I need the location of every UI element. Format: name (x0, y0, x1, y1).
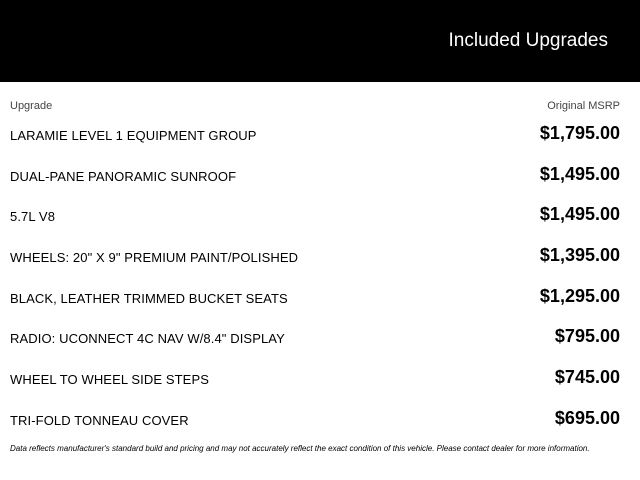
upgrade-row (0, 364, 640, 405)
upgrade-row (0, 283, 640, 324)
upgrade-name: RADIO: UCONNECT 4C NAV W/8.4" DISPLAY (10, 331, 285, 347)
upgrades-list (0, 120, 640, 446)
page-title: Included Upgrades (448, 30, 608, 51)
column-header-upgrade: Upgrade (10, 100, 53, 112)
upgrade-row (0, 201, 640, 242)
upgrade-name: DUAL-PANE PANORAMIC SUNROOF (10, 168, 237, 184)
upgrade-price: $1,395.00 (539, 245, 620, 266)
header-bar (0, 0, 640, 82)
disclaimer-text: Data reflects manufacturer's standard build and pricing and may not accurately reflect the exact condition of this vehicle. Please contact dealer for more information. (10, 444, 590, 453)
upgrade-price: $695.00 (554, 407, 620, 428)
upgrade-price: $795.00 (554, 326, 620, 347)
upgrade-name: WHEELS: 20" X 9" PREMIUM PAINT/POLISHED (10, 250, 299, 266)
upgrade-price: $1,495.00 (539, 163, 620, 184)
upgrade-name: TRI-FOLD TONNEAU COVER (10, 412, 189, 428)
upgrade-price: $1,295.00 (539, 285, 620, 306)
upgrade-name: LARAMIE LEVEL 1 EQUIPMENT GROUP (10, 128, 257, 143)
upgrade-price: $745.00 (554, 367, 620, 388)
upgrade-name: BLACK, LEATHER TRIMMED BUCKET SEATS (10, 290, 288, 306)
upgrade-row (0, 323, 640, 364)
upgrade-row (0, 405, 640, 446)
upgrade-row (0, 242, 640, 283)
upgrade-row (0, 161, 640, 202)
column-headers (0, 96, 640, 120)
column-header-msrp: Original MSRP (547, 100, 620, 112)
upgrade-price: $1,795.00 (539, 123, 620, 143)
upgrade-name: WHEEL TO WHEEL SIDE STEPS (10, 372, 209, 388)
upgrade-price: $1,495.00 (539, 204, 620, 225)
upgrade-name: 5.7L V8 (10, 209, 56, 225)
upgrade-row (0, 120, 640, 161)
